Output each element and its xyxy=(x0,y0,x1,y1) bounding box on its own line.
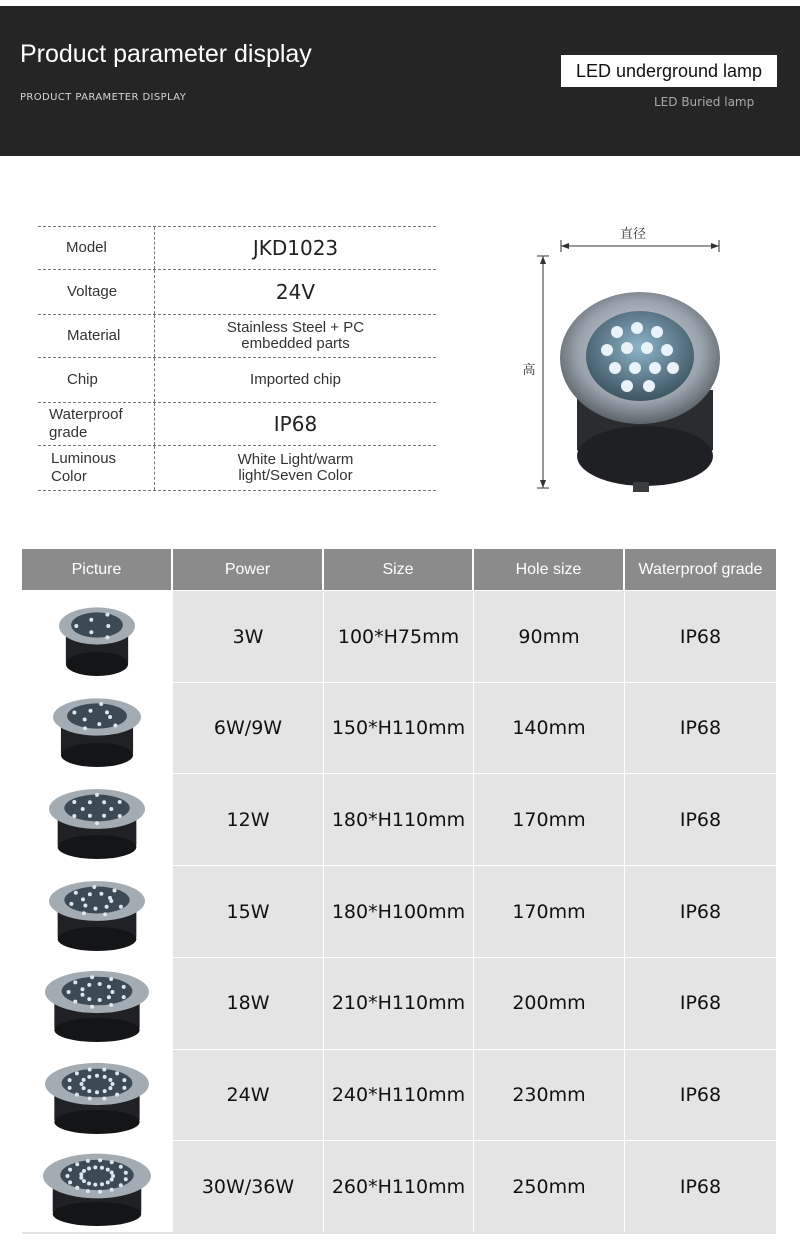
cell-power: 24W xyxy=(173,1050,324,1141)
spec-table xyxy=(38,226,436,491)
cell-grade: IP68 xyxy=(679,808,722,831)
lamp-thumbnail xyxy=(22,866,173,957)
header-size: Size xyxy=(324,549,474,590)
spec-row-model xyxy=(38,226,436,270)
cell-hole: 170mm xyxy=(474,866,625,957)
table-row xyxy=(22,682,776,773)
lamp-thumbnail xyxy=(22,1050,173,1141)
cell-hole: 170mm xyxy=(474,774,625,865)
cell-size: 240*H110mm xyxy=(324,1050,474,1141)
spec-row-waterproof xyxy=(38,403,436,446)
cell-size: 260*H110mm xyxy=(324,1141,474,1232)
cell-size: 100*H75mm xyxy=(324,591,474,682)
lamp-thumbnail xyxy=(22,958,173,1049)
table-row xyxy=(22,590,776,681)
cell-hole: 200mm xyxy=(474,958,625,1049)
cell-grade: IP68 xyxy=(679,1084,722,1106)
cell-size: 150*H110mm xyxy=(324,683,474,774)
spec-value: IP68 xyxy=(273,411,318,436)
cell-hole: 90mm xyxy=(474,591,625,682)
buried-lamp-icon xyxy=(27,960,167,1046)
spec-value: 24V xyxy=(275,279,316,304)
table-header xyxy=(22,549,776,590)
buried-lamp-icon xyxy=(27,1052,167,1138)
spec-label: Waterproof grade xyxy=(38,403,155,445)
top-strip xyxy=(0,0,800,6)
product-table xyxy=(22,549,776,1234)
lamp-thumbnail xyxy=(22,591,173,682)
spec-label: Chip xyxy=(38,358,155,402)
cell-grade: IP68 xyxy=(679,717,722,740)
spec-label: Model xyxy=(38,227,155,269)
header-waterproof-grade: Waterproof grade xyxy=(638,560,763,578)
cell-grade: IP68 xyxy=(679,992,722,1015)
table-row xyxy=(22,1049,776,1140)
cell-size: 180*H110mm xyxy=(324,774,474,865)
spec-row-material xyxy=(38,315,436,358)
header-hole-size: Hole size xyxy=(474,549,625,590)
spec-label: Material xyxy=(38,315,155,357)
page-subtitle: PRODUCT PARAMETER DISPLAY xyxy=(20,92,187,103)
header-power: Power xyxy=(173,549,324,590)
lamp-thumbnail xyxy=(22,1141,173,1232)
cell-power: 6W/9W xyxy=(173,683,324,774)
cell-power: 30W/36W xyxy=(173,1141,324,1232)
lamp-thumbnail xyxy=(22,683,173,774)
table-row xyxy=(22,1140,776,1231)
spec-value: White Light/warm light/Seven Color xyxy=(237,451,354,484)
cell-power: 3W xyxy=(173,591,324,682)
buried-lamp-icon xyxy=(27,685,167,771)
buried-lamp-icon xyxy=(27,594,167,680)
dimension-diagram xyxy=(515,220,745,510)
cell-power: 15W xyxy=(173,866,324,957)
diameter-label: 直径 xyxy=(619,227,647,242)
cell-power: 18W xyxy=(173,958,324,1049)
product-badge-sub: LED Buried lamp xyxy=(654,95,755,109)
spec-row-color xyxy=(38,446,436,491)
buried-lamp-icon xyxy=(27,869,167,955)
table-row xyxy=(22,957,776,1048)
table-row xyxy=(22,773,776,864)
cell-size: 210*H110mm xyxy=(324,958,474,1049)
spec-label: Luminous Color xyxy=(38,446,155,490)
cell-grade: IP68 xyxy=(679,625,722,648)
lamp-diagram-icon xyxy=(515,220,745,510)
page-title: Product parameter display xyxy=(20,40,312,68)
lamp-thumbnail xyxy=(22,774,173,865)
cell-power: 12W xyxy=(173,774,324,865)
buried-lamp-icon xyxy=(27,1144,167,1230)
header-picture: Picture xyxy=(22,549,173,590)
spec-row-chip xyxy=(38,358,436,403)
spec-value: JKD1023 xyxy=(252,235,339,260)
cell-grade: IP68 xyxy=(679,900,722,923)
cell-hole: 230mm xyxy=(474,1050,625,1141)
cell-grade: IP68 xyxy=(679,1175,722,1198)
product-badge: LED underground lamp xyxy=(561,55,777,87)
header-banner xyxy=(0,0,800,156)
cell-hole: 140mm xyxy=(474,683,625,774)
spec-label: Voltage xyxy=(38,270,155,314)
height-label: 高 xyxy=(522,363,536,378)
spec-value: Stainless Steel + PC embedded parts xyxy=(226,319,365,352)
table-row xyxy=(22,865,776,956)
spec-row-voltage xyxy=(38,270,436,315)
spec-value: Imported chip xyxy=(250,371,341,389)
cell-hole: 250mm xyxy=(474,1141,625,1232)
buried-lamp-icon xyxy=(27,777,167,863)
cell-size: 180*H100mm xyxy=(324,866,474,957)
